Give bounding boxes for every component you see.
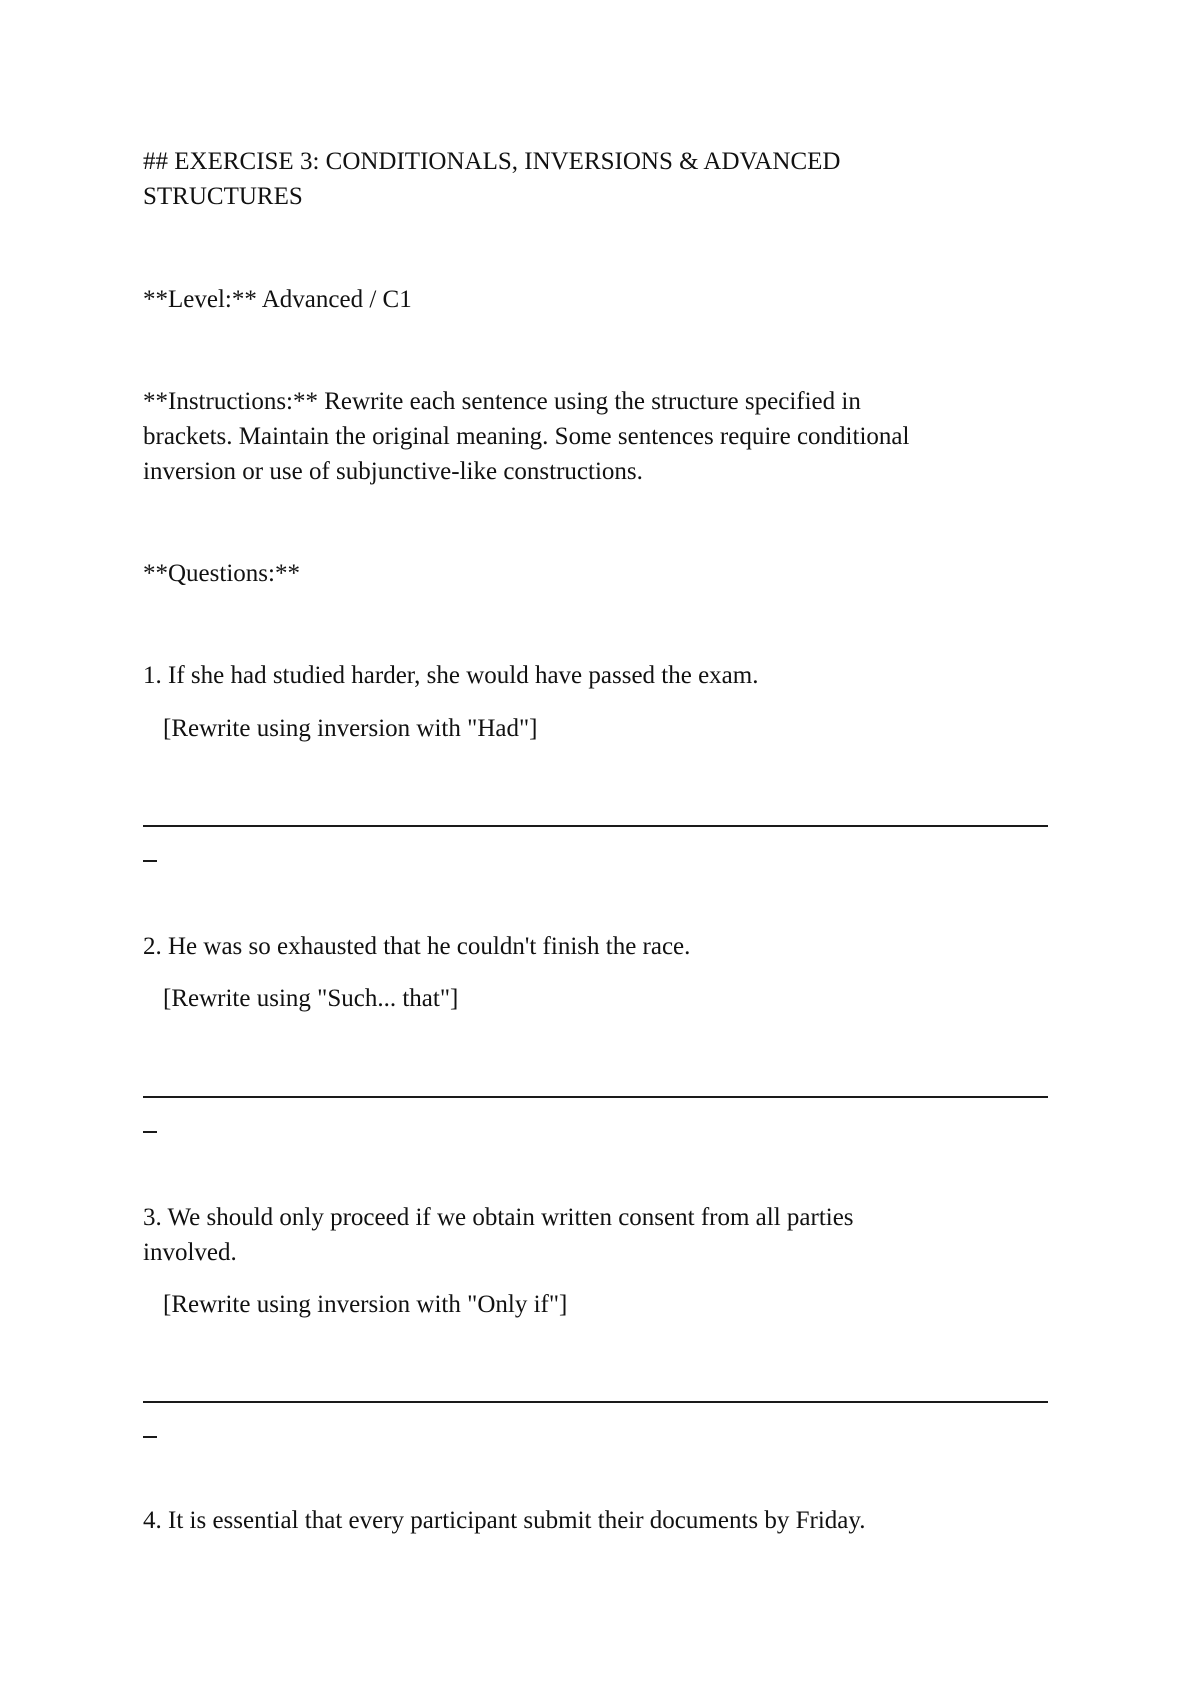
question-3-text-line-1: 3. We should only proceed if we obtain written consent from all parties (143, 1204, 854, 1231)
instructions-line-1: **Instructions:** Rewrite each sentence using the structure specified in (143, 388, 861, 415)
question-1-text: 1. If she had studied harder, she would have passed the exam. (143, 662, 759, 689)
question-2-answer-line (143, 1096, 1048, 1098)
level-line: **Level:** Advanced / C1 (143, 286, 412, 313)
question-2-prompt: [Rewrite using "Such... that"] (163, 985, 459, 1012)
exercise-heading-line-1: ## EXERCISE 3: CONDITIONALS, INVERSIONS & ADVANCED (143, 148, 841, 175)
question-3-prompt: [Rewrite using inversion with "Only if"] (163, 1291, 568, 1318)
question-1-prompt: [Rewrite using inversion with "Had"] (163, 715, 538, 742)
question-3-answer-line (143, 1401, 1048, 1403)
question-3-text-line-2: involved. (143, 1239, 237, 1266)
question-2-answer-line-tail (143, 1131, 157, 1133)
question-1-answer-line-tail (143, 860, 157, 862)
instructions-line-3: inversion or use of subjunctive-like constructions. (143, 458, 643, 485)
question-4-text: 4. It is essential that every participant submit their documents by Friday. (143, 1507, 866, 1534)
question-1-answer-line (143, 825, 1048, 827)
instructions-line-2: brackets. Maintain the original meaning. Some sentences require conditional (143, 423, 910, 450)
exercise-heading-line-2: STRUCTURES (143, 183, 303, 210)
question-2-text: 2. He was so exhausted that he couldn't finish the race. (143, 933, 691, 960)
question-3-answer-line-tail (143, 1436, 157, 1438)
questions-label: **Questions:** (143, 560, 300, 587)
